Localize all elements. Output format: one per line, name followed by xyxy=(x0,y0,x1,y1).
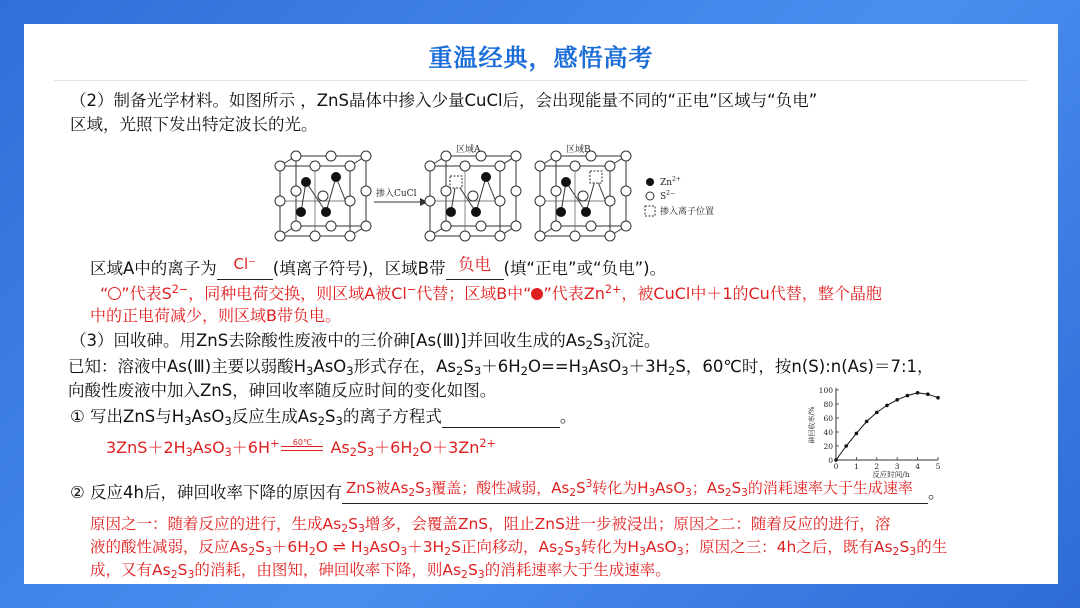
figure-legend xyxy=(645,176,714,217)
explanation-1-line2: 中的正电荷减少，则区域B带负电。 xyxy=(90,306,341,325)
explanation-2-line1: 原因之一：随着反应的进行，生成$As_2S_3$增多，会覆盖ZnS，阻止ZnS进一步被浸出；原因之二：随着反应的进行，溶 xyxy=(90,515,891,535)
svg-text:掺入CuCl: 掺入CuCl xyxy=(376,189,417,199)
explanation-1-line1: “ ”代表$S^{2-}$，同种电荷交换，则区域A被Cl−代替；区域B中“ ”代表$Zn^{2+}$，被CuCl中＋1的Cu代替，整个晶胞 xyxy=(100,283,882,303)
svg-text:Zn2+: $Zn^{2+}$ xyxy=(660,176,681,188)
crystal-figure xyxy=(246,132,746,248)
equation-answer: $3ZnS+2H_3AsO_3+6H^+$ 60℃ $As_2S_3+6H_2O+3Zn^{2+}$ xyxy=(106,437,496,459)
p3-line1: （3）回收砷。用ZnS去除酸性废液中的三价砷[As(Ⅲ)]并回收生成的$As_2S_3$沉淀。 xyxy=(70,331,661,352)
data-point xyxy=(844,444,848,448)
cell-region-a xyxy=(425,143,521,241)
answer-region-b: 负电 xyxy=(458,255,491,274)
svg-text:区域A: 区域A xyxy=(456,145,481,155)
data-point xyxy=(936,396,940,400)
slide-title: 重温经典，感悟高考 xyxy=(428,44,654,72)
title-divider xyxy=(54,80,1028,81)
x-tick-label: 2 xyxy=(874,462,880,471)
svg-text:掺入离子位置: 掺入离子位置 xyxy=(660,207,715,217)
p3-line2: 已知：溶液中As(Ⅲ)主要以弱酸$H_3AsO_3$形式存在，$As_2S_3+6H_2O==H_3AsO_3+3H_2S$，60℃时，按n(S):n(As)＝7:1， xyxy=(68,357,934,378)
explanation-2-line3: 成，又有$As_2S_3$的消耗，由图知，砷回收率下降，则$As_2S_3$的消耗速率大于生成速率。 xyxy=(90,561,671,581)
svg-text:区域B: 区域B xyxy=(566,145,591,155)
x-axis-label: 反应时间/h xyxy=(872,470,910,478)
x-tick-label: 0 xyxy=(833,462,839,471)
data-point xyxy=(906,394,910,398)
x-tick-label: 1 xyxy=(854,462,859,471)
data-point xyxy=(885,404,889,408)
y-tick-label: 60 xyxy=(823,414,833,423)
svg-text:S2−: $S^{2-}$ xyxy=(660,190,676,202)
y-tick-label: 40 xyxy=(823,428,833,437)
x-tick-label: 5 xyxy=(935,462,941,471)
region-question: 区域A中的离子为 Cl⁻ (填离子符号)，区域B带 负电 (填“正电”或“负电”)。 xyxy=(90,255,667,278)
data-point xyxy=(926,392,930,396)
p3-line3: 向酸性废液中加入ZnS，砷回收率随反应时间的变化如图。 xyxy=(68,381,497,400)
y-tick-label: 80 xyxy=(823,400,833,409)
p2-line1: （2）制备光学材料。如图所示 ，ZnS晶体中掺入少量CuCl后，会出现能量不同的“正电”区域与“负电” xyxy=(70,91,818,110)
data-point xyxy=(875,411,879,415)
data-point xyxy=(865,420,869,424)
arrow xyxy=(374,187,428,206)
content-card xyxy=(24,24,1058,584)
question-1: ① 写出ZnS与$H_3AsO_3$反应生成$As_2S_3$的离子方程式 。 xyxy=(70,407,577,428)
x-tick-label: 3 xyxy=(894,462,900,471)
answer-region-a: Cl⁻ xyxy=(233,255,257,273)
cell-original xyxy=(275,151,371,241)
cell-region-b xyxy=(535,143,631,241)
y-tick-label: 100 xyxy=(818,386,833,395)
explanation-2-line2: 液的酸性减弱，反应$As_2S_3+6H_2O$ ⇌ $H_3AsO_3+3H_2S$正向移动，$As_2S_3$转化为$H_3AsO_3$；原因之三：4h之后，既有$As_2S_3$的生 xyxy=(90,538,948,558)
series-line xyxy=(836,393,938,460)
data-point xyxy=(916,391,920,395)
arsenic-recovery-chart xyxy=(790,380,944,478)
data-point xyxy=(855,432,859,436)
y-tick-label: 0 xyxy=(828,456,833,465)
x-tick-label: 4 xyxy=(915,462,920,471)
question-2: ② 反应4h后，砷回收率下降的原因有 ZnS被$As_2S_3$覆盖；酸性减弱，$As_2S^3$转化为$H_3AsO_3$；$As_2S_3$的消耗速率大于生成速率 。 xyxy=(70,478,945,502)
y-tick-label: 20 xyxy=(823,442,833,451)
p2-line2: 区域，光照下发出特定波长的光。 xyxy=(70,115,318,134)
data-point xyxy=(895,398,899,402)
data-point xyxy=(834,458,838,462)
y-axis-label: 砷回收率/% xyxy=(808,406,816,444)
question-2-answer: ZnS被$As_2S_3$覆盖；酸性减弱，$As_2S^3$转化为$H_3AsO_3$；$As_2S_3$的消耗速率大于生成速率 xyxy=(346,478,913,499)
